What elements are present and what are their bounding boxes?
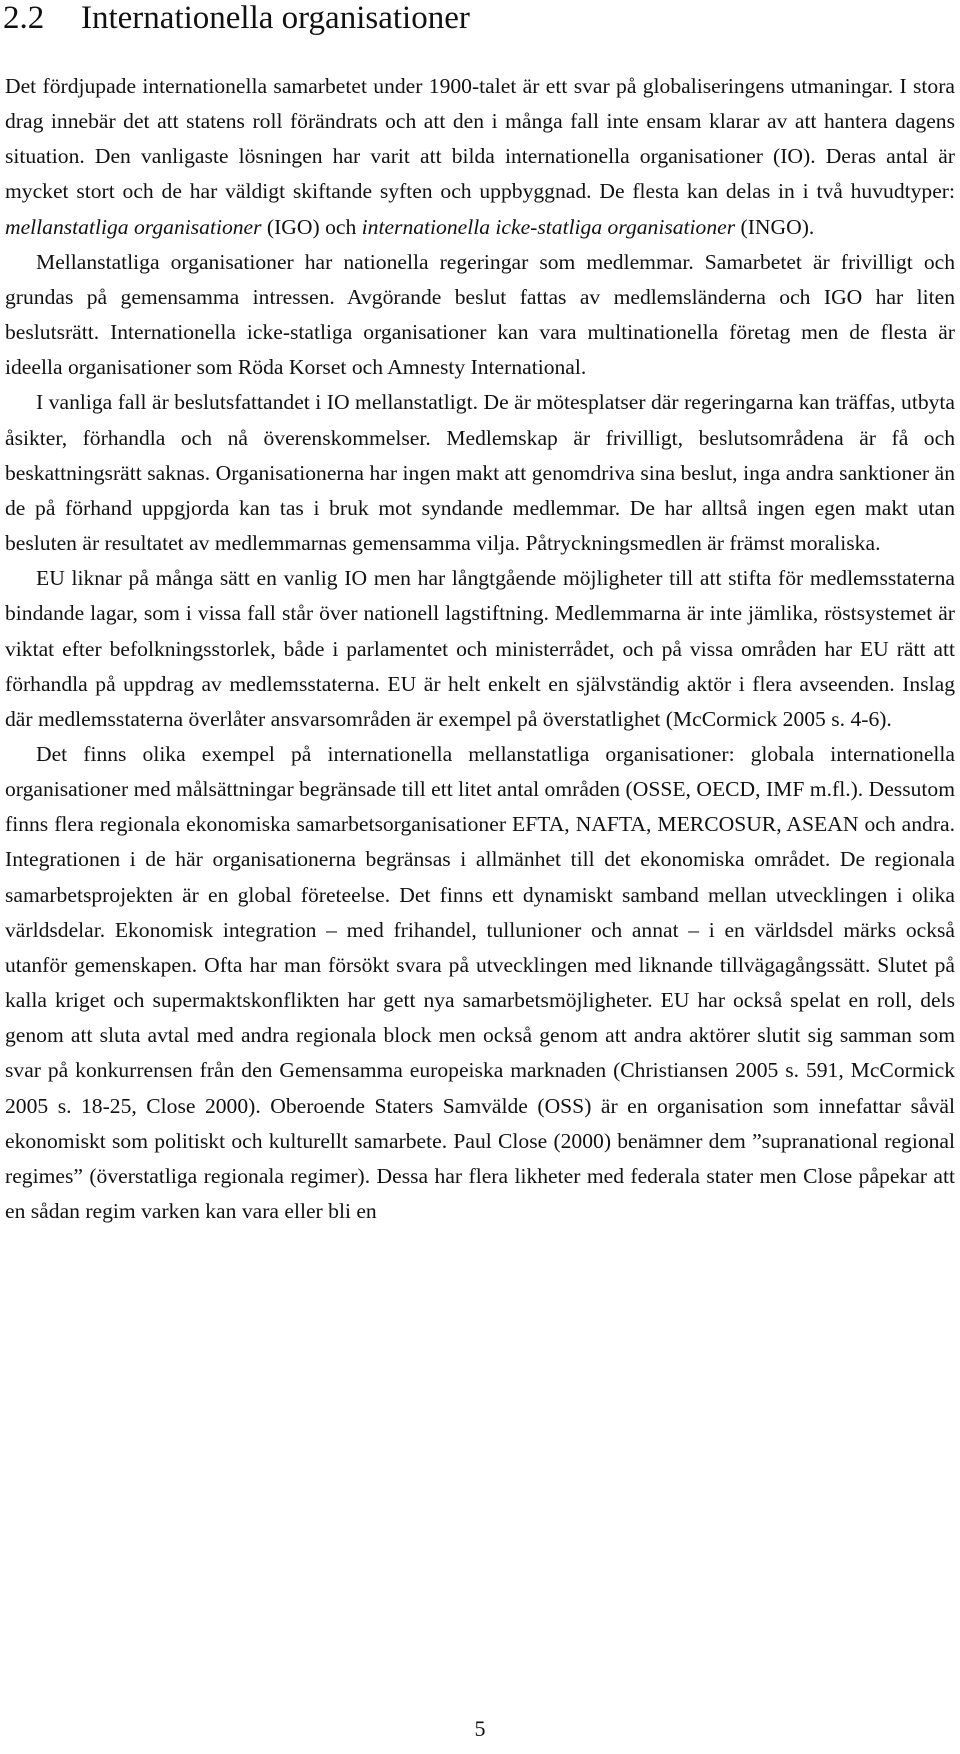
term-igo: mellanstatliga organisationer [5,214,262,239]
section-number: 2.2 [3,0,45,36]
paragraph-5: Det finns olika exempel på internationella mellanstatliga organisationer: globala internationella organisationer med målsättningar begränsade till ett litet antal områden (OSSE, OECD, IMF m.fl.). Dessutom finns flera regionala ekonomiska samarbetsorganisationer EFTA, NAFTA, MERCOSUR, ASEAN och andra. Integrationen i de här organisationerna begränsas i allmänhet till det ekonomiska området. De regionala samarbetsprojekten är en global företeelse. Det finns ett dynamiskt samband mellan utvecklingen i olika världsdelar. Ekonomisk integration – med frihandel, tullunioner och annat – i en världsdel märks också utanför gemenskapen. Ofta har man försökt svara på utvecklingen med liknande tillvägagångssätt. Slutet på kalla kriget och supermaktskonflikten har gett nya samarbetsmöjligheter. EU har också spelat en roll, dels genom att sluta avtal med andra regionala block men också genom att andra aktörer slutit sig samman som svar på konkurrensen från den Gemensamma europeiska marknaden (Christiansen 2005 s. 591, McCormick 2005 s. 18-25, Close 2000). Oberoende Staters Samvälde (OSS) är en organisation som innefattar såväl ekonomiskt som politiskt och kulturellt samarbete. Paul Close (2000) benämner dem ”supranational regional regimes” (överstatliga regionala regimer). Dessa har flera likheter med federala stater men Close påpekar att en sådan regim varken kan vara eller bli en [5,741,955,1223]
paragraph-2: Mellanstatliga organisationer har nationella regeringar som medlemmar. Samarbetet är frivilligt och grundas på gemensamma intressen. Avgörande beslut fattas av medlemsländerna och IGO har liten beslutsrätt. Internationella icke-statliga organisationer kan vara multinationella företag men de flesta är ideella organisationer som Röda Korset och Amnesty International. [5,249,955,380]
paragraph-4: EU liknar på många sätt en vanlig IO men har långtgående möjligheter till att stifta för medlemsstaterna bindande lagar, som i vissa fall står över nationell lagstiftning. Medlemmarna är inte jämlika, röstsystemet är viktat efter befolkningsstorlek, både i parlamentet och ministerrådet, och på vissa områden har EU rätt att förhandla på uppdrag av medlemsstaterna. EU är helt enkelt en självständig aktör i flera avseenden. Inslag där medlemsstaterna överlåter ansvarsområden är exempel på överstatlighet (McCormick 2005 s. 4-6). [5,566,955,731]
paragraph-3: I vanliga fall är beslutsfattandet i IO mellanstatligt. De är mötesplatser där regeringarna kan träffas, utbyta åsikter, förhandla och nå överenskommelser. Medlemskap är frivilligt, beslutsområdena är få och beskattningsrätt saknas. Organisationerna har ingen makt att genomdriva sina beslut, inga andra sanktioner än de på förhand uppgjorda kan tas i bruk mot syndande medlemmar. De har alltså ingen egen makt utan besluten är resultatet av medlemmarnas gemensamma vilja. Påtryckningsmedlen är främst moraliska. [5,390,955,556]
paragraph-1-text-2: (IGO) och [261,214,362,239]
section-heading [3,0,470,38]
paragraph-1-text-3: (INGO). [735,214,815,239]
paragraph-1 [5,69,955,245]
section-title: Internationella organisationer [81,0,470,36]
body-text [5,69,955,1229]
paragraph-1-text: Det fördjupade internationella samarbetet under 1900-talet är ett svar på globaliseringens utmaningar. I stora drag innebär det att statens roll förändrats och att den i många fall inte ensam klarar av att hantera dagens situation. Den vanligaste lösningen har varit att bilda internationella organisationer (IO). Deras antal är mycket stort och de har väldigt skiftande syften och uppbyggnad. De flesta kan delas in i två huvudtyper: [5,74,955,204]
page-number: 5 [474,1716,486,1741]
term-ingo: internationella icke-statliga organisationer [361,214,736,239]
